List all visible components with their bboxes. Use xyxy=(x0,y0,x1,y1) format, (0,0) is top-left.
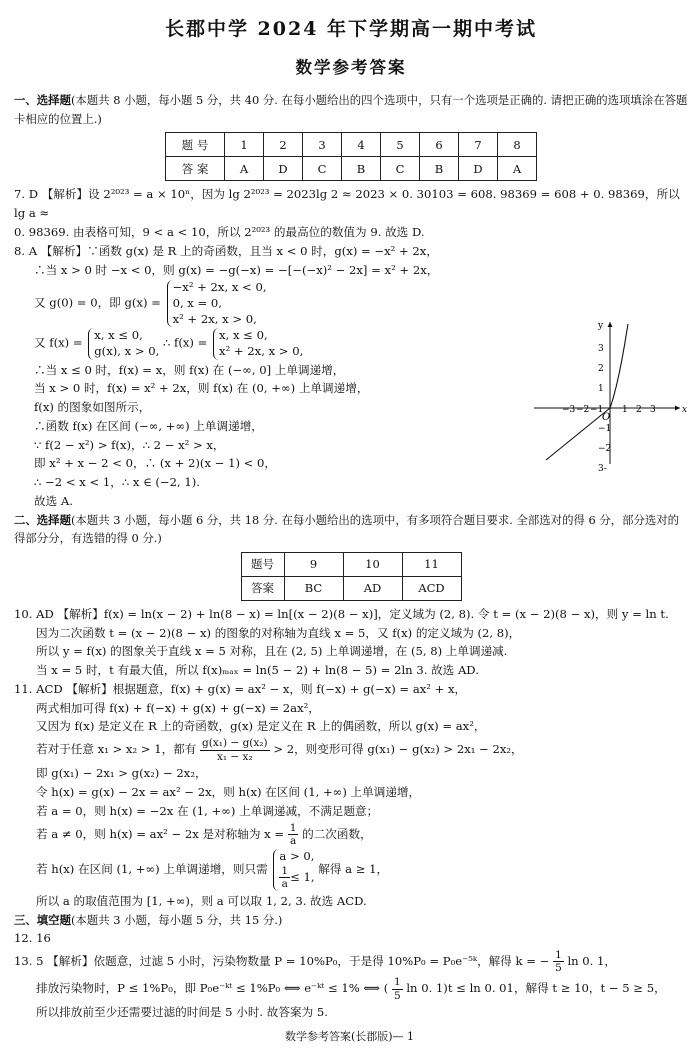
table-cell: 1 xyxy=(225,133,264,157)
q11-text: 若 a ≠ 0，则 h(x) = ax² − 2x 是对称轴为 x = xyxy=(36,826,285,841)
table-cell: D xyxy=(459,157,498,181)
x-axis-arrow xyxy=(675,406,680,411)
q11-line: 令 h(x) = g(x) − 2x = ax² − 2x，则 h(x) 在区间 (1, +∞) 上单调递增， xyxy=(36,785,421,800)
q11-text: > 2，则变形可得 g(x₁) − g(x₂) > 2x₁ − 2x₂， xyxy=(273,742,523,757)
section1-intro xyxy=(14,91,688,128)
piecewise-case: x, x ≤ 0, xyxy=(94,328,143,343)
piecewise-brace xyxy=(213,328,303,359)
q11-line: 两式相加可得 f(x) + f(−x) + g(x) + g(−x) = 2ax²， xyxy=(36,700,320,715)
table-cell: 2 xyxy=(264,133,303,157)
fraction xyxy=(200,737,270,763)
q7-line-1: 7. D 【解析】设 2²⁰²³ = a × 10ⁿ，因为 lg 2²⁰²³ = 2023lg 2 ≈ 2023 × 0. 30103 = 608. 98369 = 608 + 0. 98369，所以 lg a ≈ xyxy=(14,187,680,221)
exam-title: 长郡中学 2024 年下学期高一期中考试 xyxy=(164,18,538,40)
q12-answer: 12. 16 xyxy=(14,930,51,945)
fraction-denominator: 5 xyxy=(393,989,401,1002)
function-graph xyxy=(530,318,690,474)
q11-text: 解得 a ≥ 1， xyxy=(318,861,389,876)
fraction-numerator: 1 xyxy=(393,975,401,988)
condition-case: a > 0, xyxy=(279,848,315,863)
q10-line: 所以 y = f(x) 的图象关于直线 x = 5 对称，且在 (2, 5) 上单调递增，在 (5, 8) 上单调递减. xyxy=(36,644,508,659)
table-cell: B xyxy=(420,157,459,181)
q13-text: 13. 5 【解析】依题意，过滤 5 小时，污染物数量 P = 10%P₀，于是得 10%P₀ = P₀e⁻⁵ᵏ，解得 k = − xyxy=(14,953,550,968)
q11-text: 若 h(x) 在区间 (1, +∞) 上单调递增，则只需 xyxy=(36,861,268,876)
table-row xyxy=(166,133,537,157)
y-tick-label: 3- xyxy=(598,464,607,474)
table-cell: BC xyxy=(284,576,343,600)
table-cell: 5 xyxy=(381,133,420,157)
table-cell: A xyxy=(225,157,264,181)
q11-fraction-line xyxy=(14,737,688,763)
q10-line: 当 x = 5 时，t 有最大值，所以 f(x)ₘₐₓ = ln(5 − 2) + ln(8 − 5) = 2ln 3. 故选 AD. xyxy=(36,663,479,678)
y-axis-arrow xyxy=(608,322,613,327)
section3-intro xyxy=(14,911,688,929)
q8-line: f(x) 的图象如图所示， xyxy=(34,400,151,415)
q8-gx-label: 又 g(0) = 0，即 g(x) = xyxy=(34,295,161,310)
q8-line: ∴ −2 < x < 1，∴ x ∈ (−2, 1). xyxy=(34,475,200,490)
table-cell: A xyxy=(498,157,537,181)
y-tick-label: 1 xyxy=(598,384,604,394)
q11-text: 的二次函数， xyxy=(302,826,372,841)
table-cell: 4 xyxy=(342,133,381,157)
fraction-denominator: 5 xyxy=(555,962,562,975)
section2-answer-table xyxy=(241,552,462,601)
fraction xyxy=(288,822,299,848)
q8-fx-therefore: ∴ f(x) = xyxy=(163,335,208,350)
q13-line: 所以排放前至少还需要过滤的时间是 5 小时. 故答案为 5. xyxy=(36,1005,328,1020)
q11-condition-line xyxy=(14,849,688,891)
fraction-denominator: a xyxy=(289,835,297,848)
q11-line: 即 g(x₁) − 2x₁ > g(x₂) − 2x₂， xyxy=(36,766,207,781)
y-tick-label: −2 xyxy=(598,444,612,454)
x-tick-label: 3 xyxy=(650,405,656,415)
table-cell: AD xyxy=(343,576,402,600)
piecewise-case: x, x ≤ 0, xyxy=(219,328,268,343)
y-tick-label: −1 xyxy=(598,424,612,434)
fraction xyxy=(553,949,564,975)
q8-line: ∵ f(2 − x²) > f(x)，∴ 2 − x² > x， xyxy=(34,437,225,452)
fraction-numerator: 1 xyxy=(289,821,297,834)
table-cell: D xyxy=(264,157,303,181)
table-header-cell: 题 号 xyxy=(166,133,225,157)
q11-fraction-line xyxy=(14,822,688,848)
q10-line: 因为二次函数 t = (x − 2)(8 − x) 的图象的对称轴为直线 x = 5，又 f(x) 的定义域为 (2, 8)， xyxy=(36,625,521,640)
x-tick-label: −1 xyxy=(590,405,604,415)
answer-sheet xyxy=(14,6,688,1022)
section1-heading: 一、选择题 xyxy=(14,93,71,108)
condition-case xyxy=(279,865,314,891)
section1-answer-table xyxy=(165,132,537,181)
answer-subtitle: 数学参考答案 xyxy=(295,57,407,77)
condition-tail: ≤ 1, xyxy=(290,869,315,884)
section2-desc: (本题共 3 小题，每小题 6 分，共 18 分. 在每小题给出的选项中，有多项符合题目要求. 全部选对的得 6 分，部分选对的得部分分，有选错的得 0 分.) xyxy=(14,512,680,546)
fraction-denominator: x₁ − x₂ xyxy=(216,750,253,763)
piecewise-case: x² + 2x, x > 0, xyxy=(172,311,257,326)
q8-line: ∴当 x ≤ 0 时，f(x) = x，则 f(x) 在 (−∞, 0] 上单调递增， xyxy=(34,362,345,377)
fraction-numerator: 1 xyxy=(555,948,562,961)
q8-line: 当 x > 0 时，f(x) = x² + 2x，则 f(x) 在 (0, +∞) 上单调递增， xyxy=(34,381,369,396)
q11-line: 11. ACD 【解析】根据题意，f(x) + g(x) = ax² − x，则 f(−x) + g(−x) = ax² + x， xyxy=(14,681,467,696)
condition-brace xyxy=(273,849,314,891)
table-cell: 6 xyxy=(420,133,459,157)
q11-line: 若 a = 0，则 h(x) = −2x 在 (1, +∞) 上单调递减，不满足题意； xyxy=(36,803,379,818)
q13-text: ln 0. 1， xyxy=(567,953,617,968)
page-footer: 数学参考答案(长郡版)— 1 xyxy=(284,1030,415,1043)
q11-line: 又因为 f(x) 是定义在 R 上的奇函数，g(x) 是定义在 R 上的偶函数，所以 g(x) = ax²， xyxy=(36,719,486,734)
piecewise-brace xyxy=(88,328,159,359)
fraction-numerator: g(x₁) − g(x₂) xyxy=(202,737,268,750)
section2-intro xyxy=(14,511,688,548)
q11-text: 若对于任意 x₁ > x₂ > 1，都有 xyxy=(36,742,197,757)
x-tick-label: −2 xyxy=(576,405,590,415)
table-cell: ACD xyxy=(402,576,461,600)
fraction xyxy=(279,865,290,891)
x-tick-label: 2 xyxy=(636,405,642,415)
table-header-cell: 答案 xyxy=(241,576,284,600)
x-axis-label: x xyxy=(682,405,688,415)
q13-line xyxy=(14,976,688,1002)
table-row xyxy=(241,576,461,600)
y-tick-label: 2 xyxy=(598,364,604,374)
table-cell: 8 xyxy=(498,133,537,157)
q8-line: ∴函数 f(x) 在区间 (−∞, +∞) 上单调递增， xyxy=(34,418,263,433)
q8-line: ∴当 x > 0 时 −x < 0，则 g(x) = −g(−x) = −[−(−x)² − 2x] = x² + 2x， xyxy=(34,262,439,277)
q8-line: 即 x² + x − 2 < 0，∴ (x + 2)(x − 1) < 0， xyxy=(34,456,277,471)
origin-label: O xyxy=(602,412,611,423)
x-tick-label: −3 xyxy=(562,405,576,415)
table-cell: 3 xyxy=(303,133,342,157)
y-tick-label: 3 xyxy=(598,344,604,354)
table-cell: 10 xyxy=(343,552,402,576)
q10-line: 10. AD 【解析】f(x) = ln(x − 2) + ln(8 − x) = ln[(x − 2)(8 − x)]，定义域为 (2, 8). 令 t = (x − 2)(8 − x)，则 y = ln t. xyxy=(14,606,669,621)
piecewise-case: 0, x = 0, xyxy=(172,295,222,310)
q13-line xyxy=(14,949,688,975)
fraction-numerator: 1 xyxy=(281,864,289,877)
section1-desc: (本题共 8 小题，每小题 5 分，共 40 分. 在每小题给出的四个选项中，只有一个选项是正确的. 请把正确的选项填涂在答题卡相应的位置上.) xyxy=(14,93,688,126)
y-axis-label: y xyxy=(598,321,604,331)
table-cell: 11 xyxy=(402,552,461,576)
fraction-denominator: a xyxy=(281,878,288,891)
table-row xyxy=(241,552,461,576)
table-cell: 7 xyxy=(459,133,498,157)
q8-line: 故选 A. xyxy=(34,494,73,508)
x-tick-label: 1 xyxy=(622,405,628,415)
section3-desc: (本题共 3 小题，每小题 5 分，共 15 分.) xyxy=(70,912,283,927)
piecewise-brace xyxy=(167,280,267,327)
q8-fx-label: 又 f(x) = xyxy=(34,335,83,350)
q11-line: 所以 a 的取值范围为 [1, +∞)，则 a 可以取 1, 2, 3. 故选 ACD. xyxy=(36,893,367,908)
q13-text: ln 0. 1)t ≤ ln 0. 01，解得 t ≥ 10，t − 5 ≥ 5， xyxy=(406,981,666,996)
piecewise-case: g(x), x > 0, xyxy=(94,343,160,358)
table-header-cell: 答 案 xyxy=(166,157,225,181)
table-cell: C xyxy=(381,157,420,181)
section2-heading: 二、选择题 xyxy=(14,512,71,527)
table-cell: 9 xyxy=(284,552,343,576)
table-header-cell: 题号 xyxy=(241,552,284,576)
section3-heading: 三、填空题 xyxy=(14,912,71,927)
piecewise-case: −x² + 2x, x < 0, xyxy=(172,280,267,295)
q13-text: 排放污染物时，P ≤ 1%P₀，即 P₀e⁻ᵏᵗ ≤ 1%P₀ ⟺ e⁻ᵏᵗ ≤ 1% ⟺ ( xyxy=(36,981,389,996)
table-row xyxy=(166,157,537,181)
parabola-branch xyxy=(610,324,628,408)
q7-line-2: 0. 98369. 由表格可知，9 < a < 10，所以 2²⁰²³ 的最高位的数值为 9. 故选 D. xyxy=(14,224,425,239)
table-cell: B xyxy=(342,157,381,181)
fraction xyxy=(392,976,403,1002)
piecewise-case: x² + 2x, x > 0, xyxy=(219,343,304,358)
table-cell: C xyxy=(303,157,342,181)
q8-line: 8. A 【解析】∵函数 g(x) 是 R 上的奇函数，且当 x < 0 时，g(x) = −x² + 2x， xyxy=(14,243,438,258)
